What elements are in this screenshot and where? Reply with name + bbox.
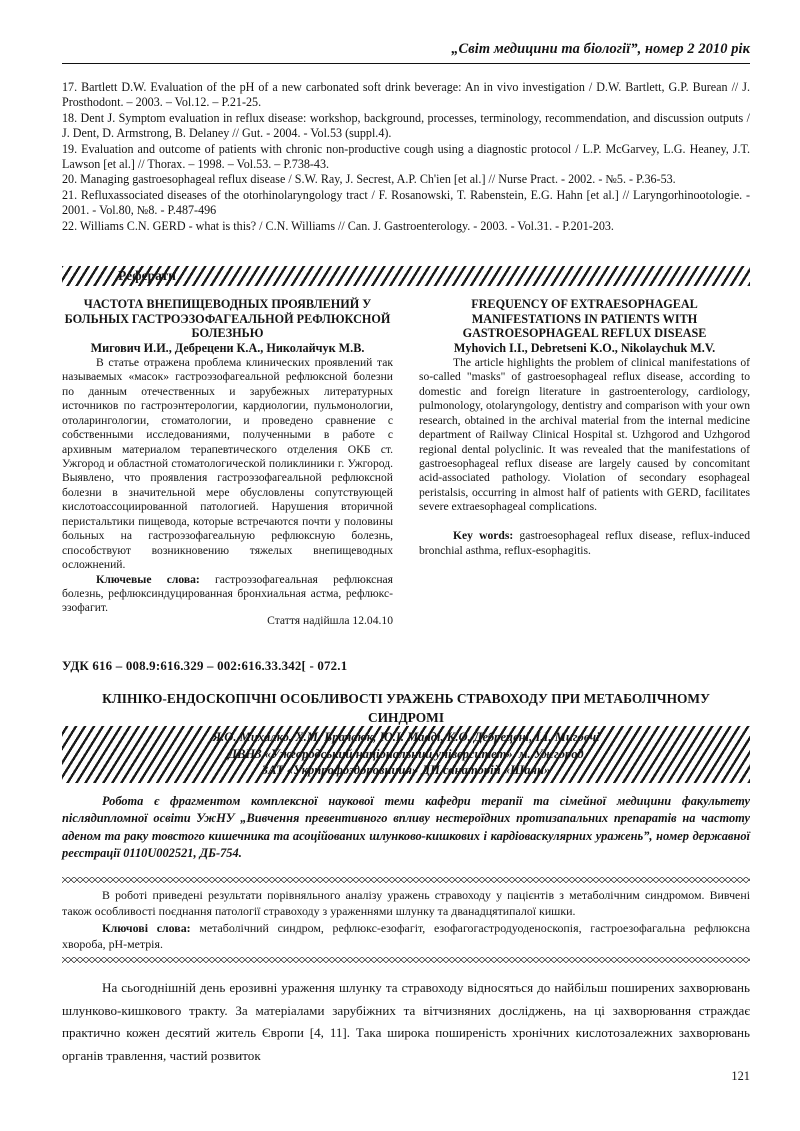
zigzag-divider-bottom <box>62 957 750 963</box>
abstract-title-en: FREQUENCY OF EXTRAESOPHAGEAL MANIFESTATIONS IN PATIENTS WITH GASTROESOPHAGEAL REFLUX DISEASE <box>462 297 707 341</box>
page-number: 121 <box>731 1069 750 1083</box>
affiliation-banner-line-2: ЗАТ «Укрпрофоздоровниця» ДП санаторій «Шаян» <box>261 763 551 777</box>
keywords-text-ru: гастроэзофагеальная рефлюксная болезнь, рефлюксиндуцированная бронхиальная астма, рефлюкс-эзофагит. <box>62 572 393 615</box>
submission-date: Стаття надійшла 12.04.10 <box>267 614 393 627</box>
reference-item: 19. Evaluation and outcome of patients with chronic non-productive cough using a diagnostic protocol / L.P. McGarvey, L.G. Heaney, J.T. Lawson [et al.] // Thorax. – 1998. – Vol.53. – P.738-43. <box>62 141 750 172</box>
reference-item: 21. Refluxassociated diseases of the otorhinolaryngology tract / F. Rosanowski, T. Rabenstein, E.G. Hahn [et al.] // Laryngorhinootologie. - 2001. - Vol.80, №8. - P.487-496 <box>62 187 750 218</box>
funding-note: Робота є фрагментом комплексної наукової теми кафедри терапії та сімейної медицини факультету післядипломної освіти УжНУ „Вивчення превентивного впливу нестероїдних протизапальних препаратів на частоту аденом та раку товстого кишечника та асоційованих шлунково-кишкових і кардіоваскулярних уражень”, номер державної реєстрації 0110U002521, ДБ-754. <box>62 794 750 861</box>
abstract-body-en: The article highlights the problem of clinical manifestations of so-called "masks" of gastroesophageal reflux disease, according to domestic and foreign literature in gastroenterology, cardiology, pulmonology, otolaryngology, dentistry and comparison with your own research, obtained in the archival material from the internal medicine department of Railway Clinical Hospital st. Uzhgorod and Uzhgorod regional dental polyclinic. It was revealed that the manifestations of gastroesophageal reflux disease are largely caused by concomitant acid-associated pathology. Violation of secondary esophageal peristalsis, occurring in almost half of patients with GERD, facilitates severe extraesophageal complications. <box>419 355 750 514</box>
keywords-text-en: gastroesophageal reflux disease, reflux-induced bronchial asthma, reflux-esophagitis. <box>419 529 750 557</box>
authors-banner <box>62 726 750 783</box>
keywords-label: Ключові слова: <box>102 920 191 935</box>
abstract-authors-ru: Мигович И.И., Дебрецени К.А., Николайчук М.В. <box>90 340 365 355</box>
abstract-keywords-ru <box>62 573 393 616</box>
article-abstract <box>62 887 750 953</box>
reference-item: 17. Bartlett D.W. Evaluation of the pH of a new carbonated soft drink beverage: An in vivo investigation / D.W. Bartlett, G.P. Burean // J. Prosthodont. – 2003. – Vol.12. – P.21-25. <box>62 80 750 110</box>
article-keywords <box>62 920 750 953</box>
abstract-body-ru: В статье отражена проблема клинических проявлений так называемых «масок» гастроэзофагеальной рефлюксной болезни по данным отечественных и зарубежных литературных источников по гастроэнтерологии, кардиологии, пульмонологии, отоларингологии, стоматологии, и проведено сравнение с собственными исследованиями, полученными в работе с архивным материалом терапевтического отделения ОКБ ст. Ужгород и областной стоматологической поликлиники г. Ужгород. Выявлено, что проявления гастроэзофагеальной рефлюксной болезни в значительной мере обусловлены сопутствующей кислотоассоциированной патологией. Нарушения вторичной перистальтики пищевода, которые встречаются почти у половины больных на гастроэзофагеальную рефлюксную болезнь, способствуют возникновению тяжелых внепищеводных осложнений. <box>62 355 393 572</box>
abstract-column-en <box>419 297 750 616</box>
keywords-text: метаболічний синдром, рефлюкс-езофагіт, езофагогастродуоденоскопія, гастроезофагальна рефлюксна хвороба, рН-метрія. <box>62 920 750 952</box>
reference-item: 22. Williams C.N. GERD - what is this? / C.N. Williams // Can. J. Gastroenterology. - 2003. - Vol.31. - P.201-203. <box>62 218 614 233</box>
keywords-label-ru: Ключевые слова: <box>96 572 200 586</box>
keywords-label-en: Key words: <box>453 529 514 543</box>
column-spacer <box>419 515 750 529</box>
udc-code: УДК 616 – 008.9:616.329 – 002:616.33.342[ - 072.1 <box>62 659 348 673</box>
rubric-banner <box>62 266 750 286</box>
zigzag-divider-top <box>62 877 750 883</box>
reference-item: 20. Managing gastroesophageal reflux disease / S.W. Ray, J. Secrest, A.P. Ch'ien [et al.] // Nurse Pract. - 2002. - №5. - P.36-53. <box>62 172 676 187</box>
running-head: „Світ медицини та біології”, номер 2 2010 рік <box>451 41 750 57</box>
article-title: КЛІНІКО-ЕНДОСКОПІЧНІ ОСОБЛИВОСТІ УРАЖЕНЬ СТРАВОХОДУ ПРИ МЕТАБОЛІЧНОМУ СИНДРОМІ <box>102 691 710 725</box>
abstract-keywords-en <box>419 529 750 558</box>
abstract-paragraph: В роботі приведені результати порівняльного аналізу уражень стравоходу у пацієнтів з метаболічним синдромом. Вивчені також особливості поєднання патології стравоходу з ураженнями шлунку та дванадцятипалої кишки. <box>62 888 750 919</box>
abstract-column-ru <box>62 297 393 616</box>
abstract-authors-en: Myhovich I.I., Debretseni K.O., Nikolaychuk M.V. <box>453 340 716 355</box>
abstract-columns <box>62 297 750 616</box>
affiliation-banner-line-1: ДВНЗ «Ужгородський національний університет», м. Ужгород <box>228 746 584 761</box>
page-content-area <box>62 0 750 1131</box>
article-body-paragraph: На сьогоднішній день ерозивні ураження шлунку та стравоходу відносяться до найбільш поширених захворювань шлунково-кишкового тракту. За матеріалами зарубіжних та вітчизняних досліджень, на ці захворювання страждає практично кожен десятий житель Європи [4, 11]. Така широка поширеність хронічних кислотозалежних захворювань органів травлення, частий розвиток <box>62 980 750 1063</box>
abstract-title-ru: ЧАСТОТА ВНЕПИЩЕВОДНЫХ ПРОЯВЛЕНИЙ У БОЛЬНЫХ ГАСТРОЭЗОФАГЕАЛЬНОЙ РЕФЛЮКСНОЙ БОЛЕЗНЬЮ <box>64 297 391 341</box>
reference-list <box>62 80 750 234</box>
reference-item: 18. Dent J. Symptom evaluation in reflux disease: workshop, background, processes, terminology, recommendation, and discussion outputs / J. Dent, D. Armstrong, B. Delaney // Gut. - 2004. - Vol.53 (suppl.4). <box>62 110 750 141</box>
header-rule <box>62 63 750 64</box>
rubric-banner-label: Реферати <box>118 268 176 283</box>
authors-banner-line: Я.О. Михалко, Х.М. Брачаюк, Ю.І. Мааді, К.О. Дебрецені, І.І. Миговчі <box>212 730 600 744</box>
